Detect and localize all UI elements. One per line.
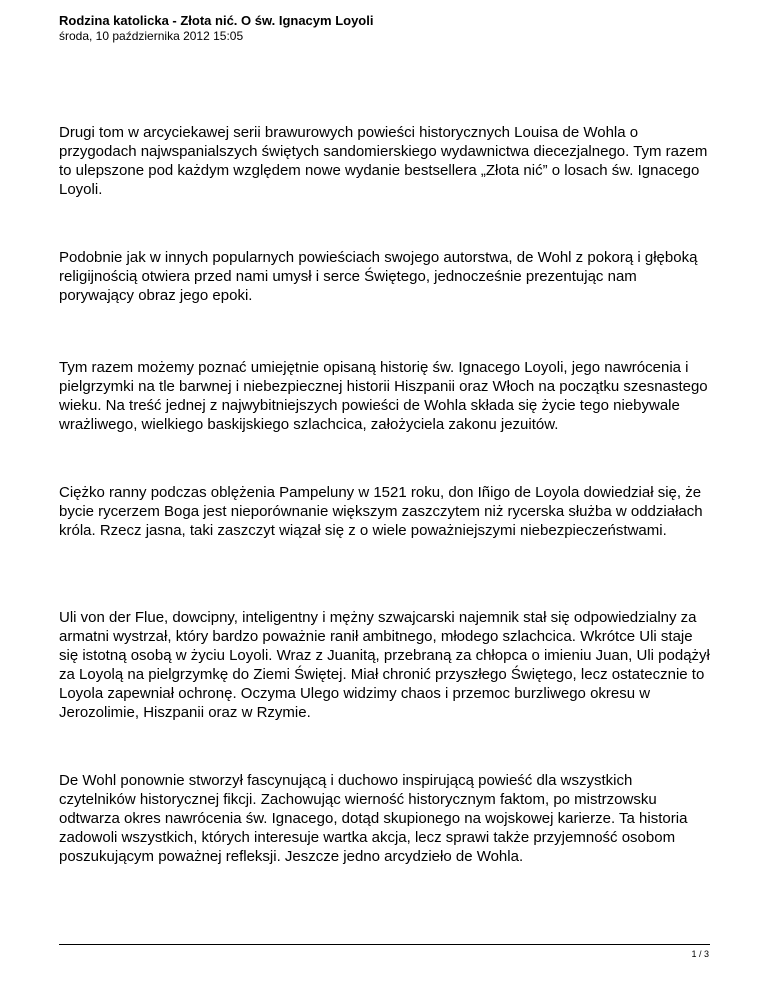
paragraph: Tym razem możemy poznać umiejętnie opisaną historię św. Ignacego Loyoli, jego nawrócenia i pielgrzymki na tle barwnej i niebezpiecznej historii Hiszpanii oraz Włoch na początku szesnastego wieku. Na treść jednej z najwybitniejszych powieści de Wohla składa się życie tego niebywale wrażliwego, wielkiego baskijskiego szlachcica, założyciela zakonu jezuitów. xyxy=(59,359,708,433)
document-title: Rodzina katolicka - Złota nić. O św. Ignacym Loyoli xyxy=(59,13,374,28)
paragraph: Uli von der Flue, dowcipny, inteligentny i mężny szwajcarski najemnik stał się odpowiedzialny za armatni wystrzał, który bardzo poważnie ranił ambitnego, młodego szlachcica. Wkrótce Uli staje się istotną osobą w życiu Loyoli. Wraz z Juanitą, przebraną za chłopca o imieniu Juan, Uli podążył za Loyolą na pielgrzymkę do Ziemi Świętej. Miał chronić przyszłego Świętego, lecz ostatecznie to Loyola zapewniał ochronę. Oczyma Ulego widzimy chaos i przemoc burzliwego okresu w Jerozolimie, Hiszpanii oraz w Rzymie. xyxy=(59,609,710,721)
document-date: środa, 10 października 2012 15:05 xyxy=(59,29,244,43)
paragraph: De Wohl ponownie stworzył fascynującą i duchowo inspirującą powieść dla wszystkich czytelników historycznej fikcji. Zachowując wierność historycznym faktom, po mistrzowsku odtwarza okres nawrócenia św. Ignacego, dotąd skupionego na wojskowej karierze. Ta historia zadowoli wszystkich, których interesuje wartka akcja, lecz sprawi także przyjemność osobom poszukującym poważnej refleksji. Jeszcze jedno arcydzieło de Wohla. xyxy=(59,772,688,865)
footer-divider xyxy=(59,944,710,945)
page-number: 1 / 3 xyxy=(691,949,709,959)
paragraph: Ciężko ranny podczas oblężenia Pampeluny w 1521 roku, don Iñigo de Loyola dowiedział się, że bycie rycerzem Boga jest nieporównanie większym zaszczytem niż rycerska służba w oddziałach króla. Rzecz jasna, taki zaszczyt wiązał się z o wiele poważniejszymi niebezpieczeństwami. xyxy=(59,484,703,539)
paragraph: Drugi tom w arcyciekawej serii brawurowych powieści historycznych Louisa de Wohla o przygodach najwspanialszych świętych sandomierskiego wydawnictwa diecezjalnego. Tym razem to ulepszone pod każdym względem nowe wydanie bestsellera „Złota nić” o losach św. Ignacego Loyoli. xyxy=(59,124,708,198)
paragraph: Podobnie jak w innych popularnych powieściach swojego autorstwa, de Wohl z pokorą i głęboką religijnością otwiera przed nami umysł i serce Świętego, jednocześnie prezentując nam porywający obraz jego epoki. xyxy=(59,249,698,304)
document-header xyxy=(59,12,709,44)
